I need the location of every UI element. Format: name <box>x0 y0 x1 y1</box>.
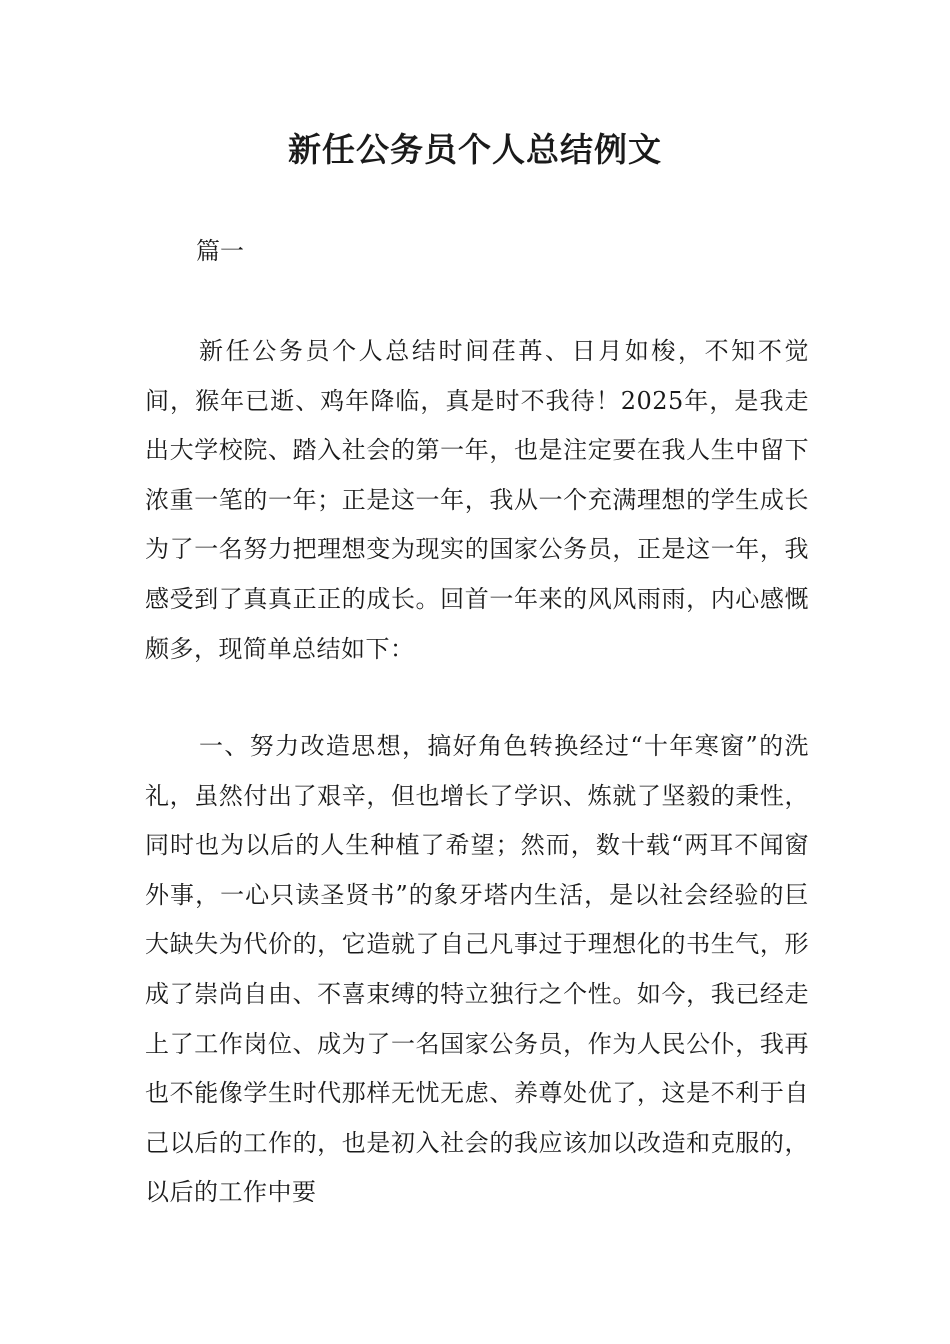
paragraph-point-one: 一、努力改造思想，搞好角色转换经过“十年寒窗”的洗礼，虽然付出了艰辛，但也增长了学识、炼就了坚毅的秉性，同时也为以后的人生种植了希望；然而，数十载“两耳不闻窗外事，一心只读圣贤书”的象牙塔内生活，是以社会经验的巨大缺失为代价的，它造就了自己凡事过于理想化的书生气，形成了崇尚自由、不喜束缚的特立独行之个性。如今，我已经走上了工作岗位、成为了一名国家公务员，作为人民公仆，我再也不能像学生时代那样无忧无虑、养尊处优了，这是不利于自己以后的工作的，也是初入社会的我应该加以改造和克服的，以后的工作中要 <box>145 732 809 1207</box>
paragraph-intro: 新任公务员个人总结时间荏苒、日月如梭，不知不觉间，猴年已逝、鸡年降临，真是时不我待！2025年，是我走出大学校院、踏入社会的第一年，也是注定要在我人生中留下浓重一笔的一年；正是这一年，我从一个充满理想的学生成长为了一名努力把理想变为现实的国家公务员，正是这一年，我感受到了真真正正的成长。回首一年来的风风雨雨，内心感慨颇多，现简单总结如下： <box>145 337 809 663</box>
document-title: 新任公务员个人总结例文 <box>288 130 662 169</box>
section-label: 篇一 <box>196 237 244 265</box>
